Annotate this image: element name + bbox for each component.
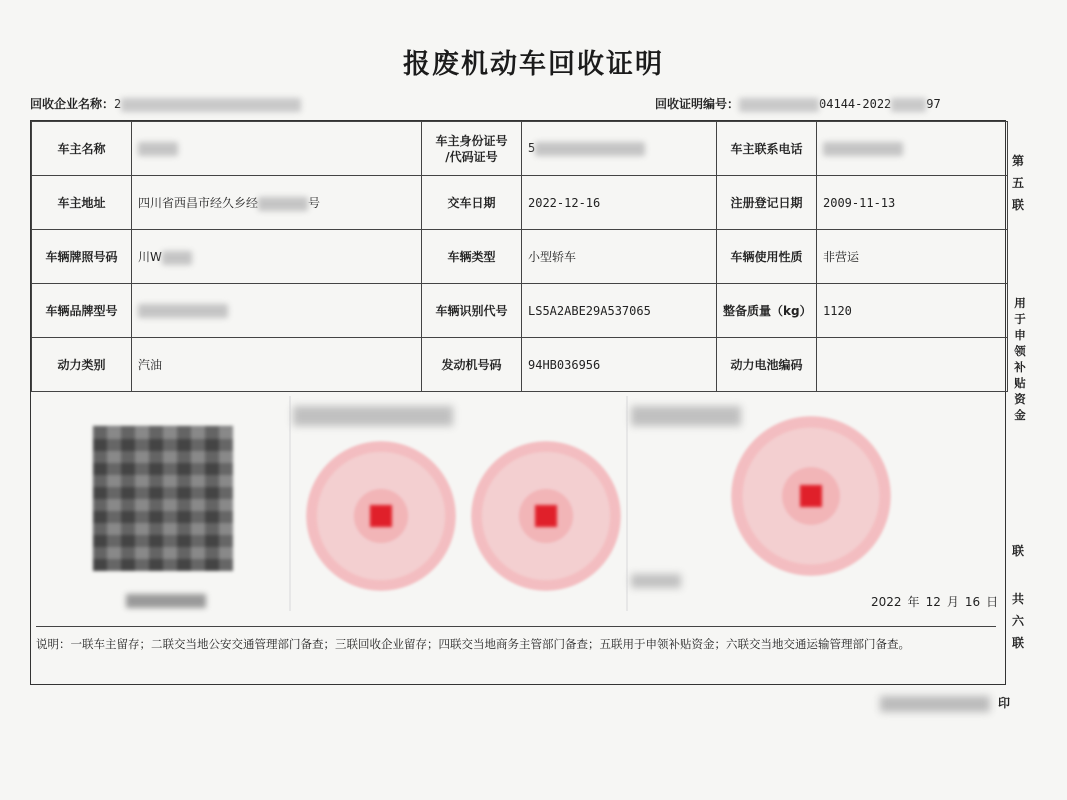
copy-usage-label: 用于申领补贴资金 — [1014, 296, 1026, 422]
curb-weight-label: 整备质量（kg） — [717, 284, 817, 338]
vehicle-type-label: 车辆类型 — [422, 230, 522, 284]
vin-label: 车辆识别代号 — [422, 284, 522, 338]
power-type-value: 汽油 — [132, 338, 422, 392]
brand-model-label: 车辆品牌型号 — [32, 284, 132, 338]
table-row — [32, 176, 1008, 230]
company-name-redacted — [121, 98, 301, 112]
register-date-label: 注册登记日期 — [717, 176, 817, 230]
signature-redacted — [631, 574, 681, 588]
table-row — [32, 122, 1008, 176]
table-row — [32, 284, 1008, 338]
cert-number-redacted-b — [891, 98, 926, 112]
seal-star-icon — [800, 485, 822, 507]
official-seal — [306, 441, 456, 591]
qr-code-redacted — [93, 426, 233, 571]
total-copies-label: 共 六 联 — [1011, 592, 1024, 650]
issue-date: 2022 年 12 月 16 日 — [871, 595, 999, 609]
owner-address-label: 车主地址 — [32, 176, 132, 230]
battery-code-value — [817, 338, 1008, 392]
copy-lian-label: 联 — [1011, 544, 1024, 558]
usage-nature-value: 非营运 — [817, 230, 1008, 284]
power-type-label: 动力类别 — [32, 338, 132, 392]
register-date-value: 2009-11-13 — [817, 176, 1008, 230]
owner-phone-label: 车主联系电话 — [717, 122, 817, 176]
table-row — [32, 230, 1008, 284]
table-row — [32, 338, 1008, 392]
engine-number-label: 发动机号码 — [422, 338, 522, 392]
handover-date-value: 2022-12-16 — [522, 176, 717, 230]
seal-star-icon — [535, 505, 557, 527]
owner-name-value — [132, 122, 422, 176]
owner-address-value: 四川省西昌市经久乡经 号 — [132, 176, 422, 230]
stamp-section — [31, 396, 1005, 686]
instructions-note: 说明：一联车主留存；二联交当地公安交通管理部门备查；三联回收企业留存；四联交当地商务主管部门备查；五联用于申领补贴资金；六联交当地交通运输管理部门备查。 — [36, 626, 996, 654]
official-seal — [471, 441, 621, 591]
battery-code-label: 动力电池编码 — [717, 338, 817, 392]
cert-number-redacted-a — [739, 98, 819, 112]
vehicle-type-value: 小型轿车 — [522, 230, 717, 284]
seal-star-icon — [370, 505, 392, 527]
copy-number-label: 第 五 联 — [1011, 154, 1024, 212]
plate-number-value: 川W — [132, 230, 422, 284]
print-mark: 印 — [998, 696, 1011, 710]
brand-model-value — [132, 284, 422, 338]
company-name-line: 回收企业名称：2 — [30, 95, 301, 112]
qr-caption-redacted — [126, 594, 206, 608]
owner-id-value: 5 — [522, 122, 717, 176]
printer-redacted — [880, 696, 990, 712]
vehicle-info-table — [31, 121, 1008, 392]
company-seal — [731, 416, 891, 576]
column-divider — [289, 396, 291, 611]
document-title: 报废机动车回收证明 — [403, 49, 664, 80]
handover-date-label: 交车日期 — [422, 176, 522, 230]
certificate-frame — [30, 120, 1006, 685]
curb-weight-value: 1120 — [817, 284, 1008, 338]
owner-id-label: 车主身份证号 /代码证号 — [422, 122, 522, 176]
department-label-redacted — [293, 406, 453, 426]
usage-nature-label: 车辆使用性质 — [717, 230, 817, 284]
cert-number-line: 回收证明编号： 04144-2022 97 — [655, 97, 941, 111]
vin-value: LS5A2ABE29A537065 — [522, 284, 717, 338]
column-divider — [626, 396, 628, 611]
owner-phone-value — [817, 122, 1008, 176]
engine-number-value: 94HB036956 — [522, 338, 717, 392]
plate-number-label: 车辆牌照号码 — [32, 230, 132, 284]
owner-name-label: 车主名称 — [32, 122, 132, 176]
company-label-redacted — [631, 406, 741, 426]
